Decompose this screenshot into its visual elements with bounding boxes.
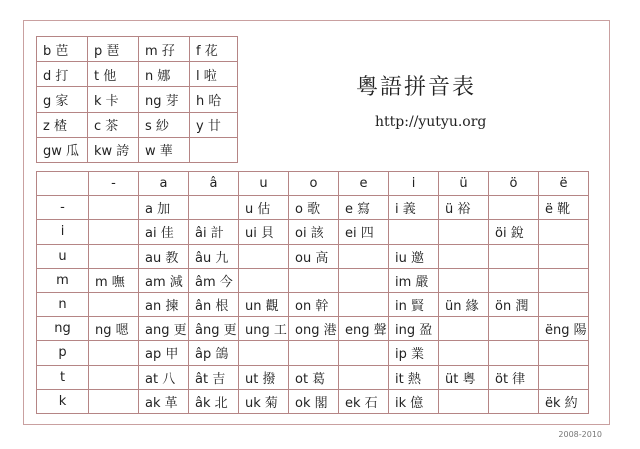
final-cell	[539, 268, 589, 292]
final-cell	[539, 220, 589, 244]
final-cell: âm 今	[189, 268, 239, 292]
final-cell: i 義	[389, 196, 439, 220]
final-cell: uk 菊	[239, 389, 289, 413]
final-cell: üt 粵	[439, 365, 489, 389]
final-cell	[489, 268, 539, 292]
row-header: t	[37, 365, 89, 389]
column-header: i	[389, 172, 439, 196]
final-cell: im 嚴	[389, 268, 439, 292]
final-cell: oi 該	[289, 220, 339, 244]
final-cell: ot 葛	[289, 365, 339, 389]
table-row	[37, 292, 589, 316]
page-title: 粵語拼音表	[356, 75, 477, 100]
finals-table	[36, 171, 589, 414]
final-cell: au 教	[139, 244, 189, 268]
table-row	[37, 196, 589, 220]
final-cell	[89, 365, 139, 389]
final-cell	[489, 244, 539, 268]
final-cell	[489, 389, 539, 413]
column-header: ö	[489, 172, 539, 196]
table-row	[37, 341, 589, 365]
row-header: ng	[37, 317, 89, 341]
final-cell: âk 北	[189, 389, 239, 413]
row-header: k	[37, 389, 89, 413]
final-cell: âi 計	[189, 220, 239, 244]
final-cell: at 八	[139, 365, 189, 389]
final-cell: ek 石	[339, 389, 389, 413]
table-row	[37, 37, 238, 62]
final-cell	[89, 292, 139, 316]
column-header: u	[239, 172, 289, 196]
column-header: ë	[539, 172, 589, 196]
row-header: n	[37, 292, 89, 316]
final-cell	[89, 341, 139, 365]
final-cell: iu 邀	[389, 244, 439, 268]
final-cell: ok 閣	[289, 389, 339, 413]
column-header	[37, 172, 89, 196]
final-cell: ai 佳	[139, 220, 189, 244]
final-cell	[439, 341, 489, 365]
final-cell	[89, 389, 139, 413]
table-row	[37, 112, 238, 137]
final-cell: ut 撥	[239, 365, 289, 389]
final-cell: ön 潤	[489, 292, 539, 316]
row-header: -	[37, 196, 89, 220]
column-header: ü	[439, 172, 489, 196]
initial-cell: y 廿	[190, 112, 238, 137]
final-cell	[89, 244, 139, 268]
final-cell	[339, 244, 389, 268]
final-cell	[439, 389, 489, 413]
table-row	[37, 137, 238, 162]
final-cell	[489, 341, 539, 365]
initials-table	[36, 36, 238, 163]
table-row	[37, 62, 238, 87]
initial-cell: f 花	[190, 37, 238, 62]
final-cell: ung 工	[239, 317, 289, 341]
final-cell: u 估	[239, 196, 289, 220]
final-cell: ëk 約	[539, 389, 589, 413]
final-cell	[489, 317, 539, 341]
initial-cell: w 華	[139, 137, 190, 162]
final-cell: ân 根	[189, 292, 239, 316]
final-cell	[439, 268, 489, 292]
final-cell	[239, 268, 289, 292]
table-row	[37, 317, 589, 341]
column-header: -	[89, 172, 139, 196]
footer-year: 2008-2010	[558, 430, 602, 439]
initial-cell: ng 芽	[139, 87, 190, 112]
final-cell: âu 九	[189, 244, 239, 268]
table-row	[37, 220, 589, 244]
initial-cell: z 楂	[37, 112, 88, 137]
row-header: u	[37, 244, 89, 268]
initial-cell: n 娜	[139, 62, 190, 87]
table-row	[37, 87, 238, 112]
final-cell: ei 四	[339, 220, 389, 244]
final-cell	[89, 196, 139, 220]
final-cell: un 觀	[239, 292, 289, 316]
final-cell: ik 億	[389, 389, 439, 413]
final-cell: ang 更	[139, 317, 189, 341]
final-cell: âng 更	[189, 317, 239, 341]
row-header: i	[37, 220, 89, 244]
initial-cell: t 他	[88, 62, 139, 87]
table-row	[37, 389, 589, 413]
final-cell	[239, 244, 289, 268]
initial-cell: k 卡	[88, 87, 139, 112]
initial-cell: s 紗	[139, 112, 190, 137]
final-cell	[189, 196, 239, 220]
initial-cell: g 家	[37, 87, 88, 112]
final-cell: ng 嗯	[89, 317, 139, 341]
table-header-row	[37, 172, 589, 196]
final-cell: e 寫	[339, 196, 389, 220]
initial-cell: l 啦	[190, 62, 238, 87]
final-cell: eng 聲	[339, 317, 389, 341]
final-cell	[439, 244, 489, 268]
final-cell	[339, 268, 389, 292]
row-header: p	[37, 341, 89, 365]
initial-cell	[190, 137, 238, 162]
final-cell: an 揀	[139, 292, 189, 316]
final-cell: a 加	[139, 196, 189, 220]
site-url: http://yutyu.org	[375, 114, 487, 130]
table-row	[37, 268, 589, 292]
final-cell	[489, 196, 539, 220]
final-cell	[339, 341, 389, 365]
final-cell	[289, 268, 339, 292]
final-cell: ap 甲	[139, 341, 189, 365]
final-cell	[539, 365, 589, 389]
final-cell	[539, 292, 589, 316]
initial-cell: kw 誇	[88, 137, 139, 162]
final-cell: âp 鴿	[189, 341, 239, 365]
final-cell	[339, 292, 389, 316]
initial-cell: gw 瓜	[37, 137, 88, 162]
final-cell	[439, 317, 489, 341]
final-cell: m 嘸	[89, 268, 139, 292]
final-cell: ü 裕	[439, 196, 489, 220]
final-cell: ip 業	[389, 341, 439, 365]
final-cell: öi 銳	[489, 220, 539, 244]
table-row	[37, 244, 589, 268]
initial-cell: b 芭	[37, 37, 88, 62]
final-cell: on 幹	[289, 292, 339, 316]
final-cell	[539, 341, 589, 365]
column-header: â	[189, 172, 239, 196]
final-cell: o 歌	[289, 196, 339, 220]
initial-cell: m 孖	[139, 37, 190, 62]
final-cell	[89, 220, 139, 244]
final-cell	[289, 341, 339, 365]
final-cell	[239, 341, 289, 365]
initial-cell: c 茶	[88, 112, 139, 137]
final-cell: ë 靴	[539, 196, 589, 220]
table-row	[37, 365, 589, 389]
column-header: a	[139, 172, 189, 196]
initial-cell: h 哈	[190, 87, 238, 112]
final-cell: ong 港	[289, 317, 339, 341]
column-header: e	[339, 172, 389, 196]
row-header: m	[37, 268, 89, 292]
final-cell	[539, 244, 589, 268]
final-cell: ün 緣	[439, 292, 489, 316]
final-cell: in 賢	[389, 292, 439, 316]
column-header: o	[289, 172, 339, 196]
final-cell	[339, 365, 389, 389]
initial-cell: d 打	[37, 62, 88, 87]
final-cell: ak 革	[139, 389, 189, 413]
final-cell	[439, 220, 489, 244]
initial-cell: p 琶	[88, 37, 139, 62]
final-cell: ëng 陽	[539, 317, 589, 341]
final-cell: ui 貝	[239, 220, 289, 244]
final-cell: it 熱	[389, 365, 439, 389]
final-cell: ât 吉	[189, 365, 239, 389]
final-cell	[389, 220, 439, 244]
final-cell: ou 高	[289, 244, 339, 268]
final-cell: öt 律	[489, 365, 539, 389]
final-cell: ing 盈	[389, 317, 439, 341]
final-cell: am 減	[139, 268, 189, 292]
